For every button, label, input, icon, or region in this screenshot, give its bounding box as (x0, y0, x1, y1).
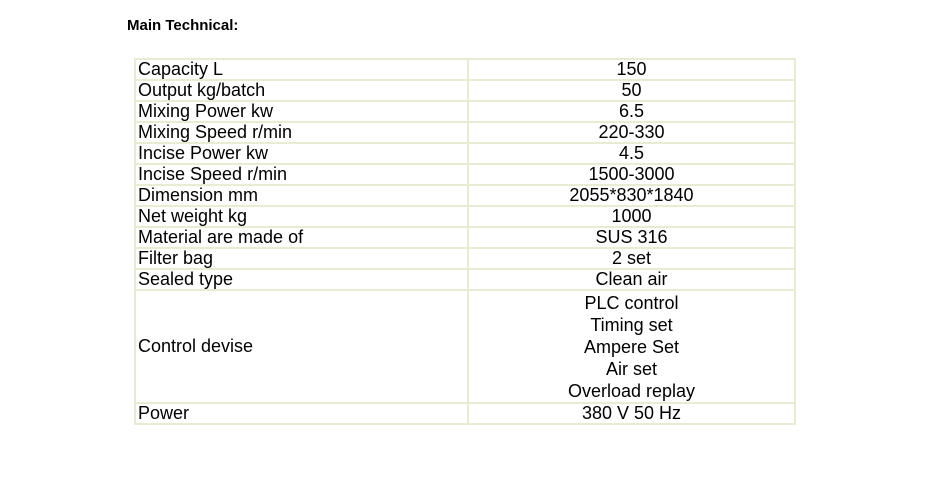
table-row (135, 248, 795, 269)
row-label-incise-power: Incise Power kw (135, 143, 468, 164)
table-row (135, 185, 795, 206)
row-value-sealed-type: Clean air (468, 269, 795, 290)
row-label-mixing-power: Mixing Power kw (135, 101, 468, 122)
row-value-filter-bag: 2 set (468, 248, 795, 269)
row-value-incise-speed: 1500-3000 (468, 164, 795, 185)
row-label-material: Material are made of (135, 227, 468, 248)
row-label-net-weight: Net weight kg (135, 206, 468, 227)
control-item: Overload replay (567, 381, 696, 401)
row-label-output: Output kg/batch (135, 80, 468, 101)
table-row (135, 403, 795, 424)
control-item: Timing set (590, 315, 673, 335)
table-row (135, 101, 795, 122)
row-value-mixing-power: 6.5 (468, 101, 795, 122)
control-item: Ampere Set (583, 337, 680, 357)
table-row (135, 122, 795, 143)
section-heading: Main Technical: (127, 17, 239, 34)
control-item: PLC control (584, 293, 679, 313)
table-row (135, 290, 795, 403)
row-value-net-weight: 1000 (468, 206, 795, 227)
row-label-capacity: Capacity L (135, 59, 468, 80)
row-value-capacity: 150 (468, 59, 795, 80)
row-value-incise-power: 4.5 (468, 143, 795, 164)
row-value-output: 50 (468, 80, 795, 101)
table-row (135, 206, 795, 227)
row-label-power: Power (135, 403, 468, 424)
row-value-mixing-speed: 220-330 (468, 122, 795, 143)
table-row (135, 59, 795, 80)
table-row (135, 80, 795, 101)
row-label-control-devise: Control devise (135, 290, 468, 403)
table-row (135, 164, 795, 185)
row-value-power: 380 V 50 Hz (468, 403, 795, 424)
technical-spec-table (134, 58, 796, 425)
row-value-control-devise (468, 290, 795, 403)
row-label-sealed-type: Sealed type (135, 269, 468, 290)
row-value-material: SUS 316 (468, 227, 795, 248)
control-item: Air set (605, 359, 657, 379)
table-row (135, 143, 795, 164)
row-label-mixing-speed: Mixing Speed r/min (135, 122, 468, 143)
row-value-dimension: 2055*830*1840 (468, 185, 795, 206)
row-label-filter-bag: Filter bag (135, 248, 468, 269)
row-label-incise-speed: Incise Speed r/min (135, 164, 468, 185)
table-row (135, 227, 795, 248)
row-label-dimension: Dimension mm (135, 185, 468, 206)
table-row (135, 269, 795, 290)
